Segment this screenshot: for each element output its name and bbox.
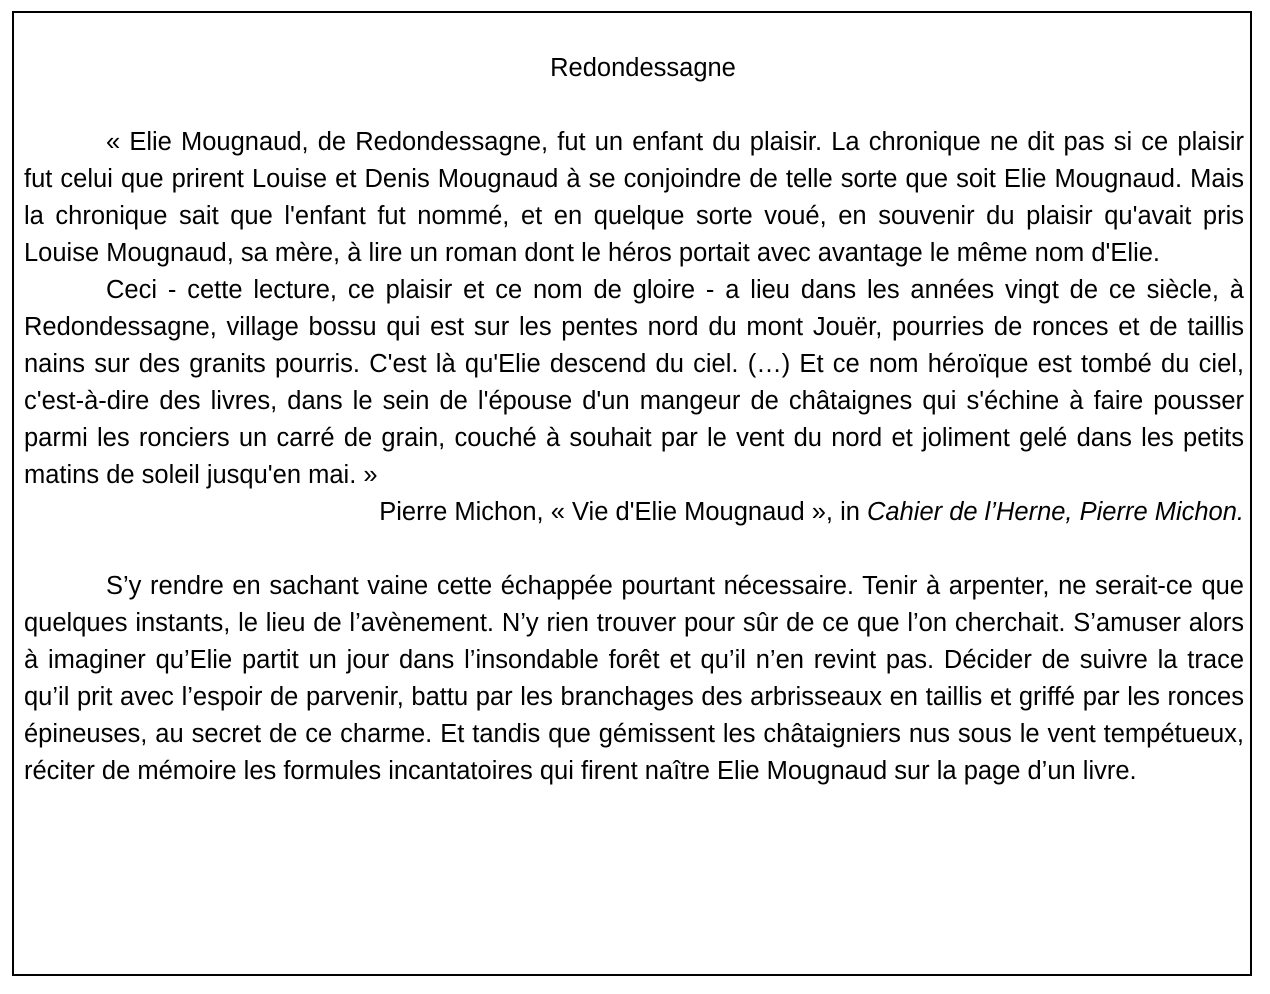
- citation-prefix: Pierre Michon, « Vie d'Elie Mougnaud », in: [379, 498, 867, 526]
- spacer: [24, 531, 1244, 568]
- document-title: Redondessagne: [550, 54, 736, 82]
- document-content: [24, 50, 1244, 790]
- citation-work: Cahier de l’Herne, Pierre Michon.: [867, 498, 1244, 526]
- quote-paragraph-2: Ceci - cette lecture, ce plaisir et ce nom de gloire - a lieu dans les années vingt de ce siècle, à Redondessagne, village bossu qui est sur les pentes nord du mont Jouër, pourries de ronces et de taillis nains sur des granits pourris. C'est là qu'Elie descend du ciel. (…) Et ce nom héroïque est tombé du ciel, c'est-à-dire des livres, dans le sein de l'épouse d'un mangeur de châtaignes qui s'échine à faire pousser parmi les ronciers un carré de grain, couché à souhait par le vent du nord et joliment gelé dans les petits matins de soleil jusqu'en mai. »: [24, 276, 1244, 489]
- quote-paragraph-1: « Elie Mougnaud, de Redondessagne, fut un enfant du plaisir. La chronique ne dit pas si ce plaisir fut celui que prirent Louise et Denis Mougnaud à se conjoindre de telle sorte que soit Elie Mougnaud. Mais la chronique sait que l'enfant fut nommé, et en quelque sorte voué, en souvenir du plaisir qu'avait pris Louise Mougnaud, sa mère, à lire un roman dont le héros portait avec avantage le même nom d'Elie.: [24, 128, 1244, 267]
- citation: [24, 494, 1244, 531]
- body-paragraph: S’y rendre en sachant vaine cette échappée pourtant nécessaire. Tenir à arpenter, ne serait-ce que quelques instants, le lieu de l’avènement. N’y rien trouver pour sûr de ce que l’on cherchait. S’amuser alors à imaginer qu’Elie partit un jour dans l’insondable forêt et qu’il n’en revint pas. Décider de suivre la trace qu’il prit avec l’espoir de parvenir, battu par les branchages des arbrisseaux en taillis et griffé par les ronces épineuses, au secret de ce charme. Et tandis que gémissent les châtaigniers nus sous le vent tempétueux, réciter de mémoire les formules incantatoires qui firent naître Elie Mougnaud sur la page d’un livre.: [24, 572, 1244, 785]
